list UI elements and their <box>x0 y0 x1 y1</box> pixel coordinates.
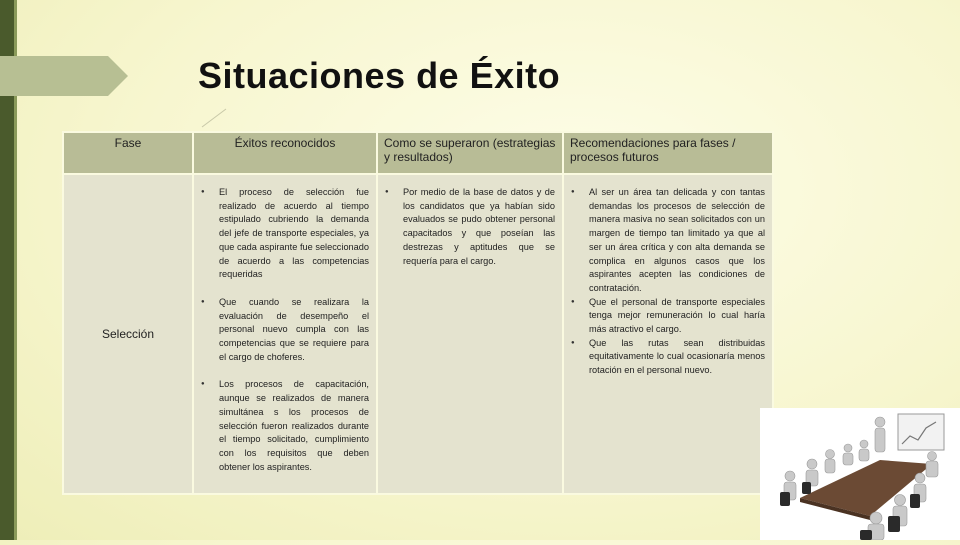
slide-title: Situaciones de Éxito <box>198 55 561 96</box>
list-item: ● Los procesos de capacitación, aunque se realizados de manera simultánea s los procesos de selección fueron realizados durante el tiempo solicitado, cumplimiento con los requisitos que deben obtener los aspirantes. <box>219 378 369 474</box>
header-recomendaciones: Recomendaciones para fases / procesos futuros <box>563 132 773 174</box>
recommendations-list <box>565 176 771 382</box>
phase-cell: Selección <box>63 174 193 494</box>
recommendations-cell <box>563 174 773 494</box>
strategies-list <box>379 176 561 286</box>
list-item: ● Que las rutas sean distribuidas equitativamente lo cual ocasionaría menos rotación en el personal nuevo. <box>589 337 765 378</box>
list-item: ● El proceso de selección fue realizado de acuerdo al tiempo estipulado cubriendo la demanda del jefe de transporte especiales, ya que cada aspirante fue seleccionado de acuerdo a las competencias requeridas <box>219 186 369 282</box>
header-exitos: Éxitos reconocidos <box>193 132 377 174</box>
successes-list <box>195 176 375 492</box>
strategies-cell <box>377 174 563 494</box>
list-item: ● Que cuando se realizara la evaluación de desempeño el personal nuevo cumpla con las competencias que se requiere para el cargo de choferes. <box>219 296 369 365</box>
arrow-tab-icon <box>0 56 128 96</box>
list-item: ● Por medio de la base de datos y de los candidatos que ya habían sido evaluados se pudo obtener personal capacitados y que poseían las destrezas y aptitudes que se requería para el cargo. <box>403 186 555 268</box>
decorative-line-icon <box>200 108 228 128</box>
list-item: ● Al ser un área tan delicada y con tantas demandas los procesos de selección de manera masiva no sean solicitados con un margen de tiempo tan limitado ya que al ser un área crítica y con alta demanda se complica en algunos casos que los aspirantes acepten las condiciones de contratación. <box>589 186 765 296</box>
business-meeting-figures-icon <box>760 408 960 540</box>
table-header-row <box>63 132 773 174</box>
business-meeting-image <box>760 408 960 540</box>
successes-cell <box>193 174 377 494</box>
success-table <box>62 131 774 495</box>
list-item: ● Que el personal de transporte especiales tenga mejor remuneración lo cual haría más atractivo el cargo. <box>589 296 765 337</box>
table-row <box>63 174 773 494</box>
header-fase: Fase <box>63 132 193 174</box>
header-estrategias: Como se superaron (estrategias y resultados) <box>377 132 563 174</box>
